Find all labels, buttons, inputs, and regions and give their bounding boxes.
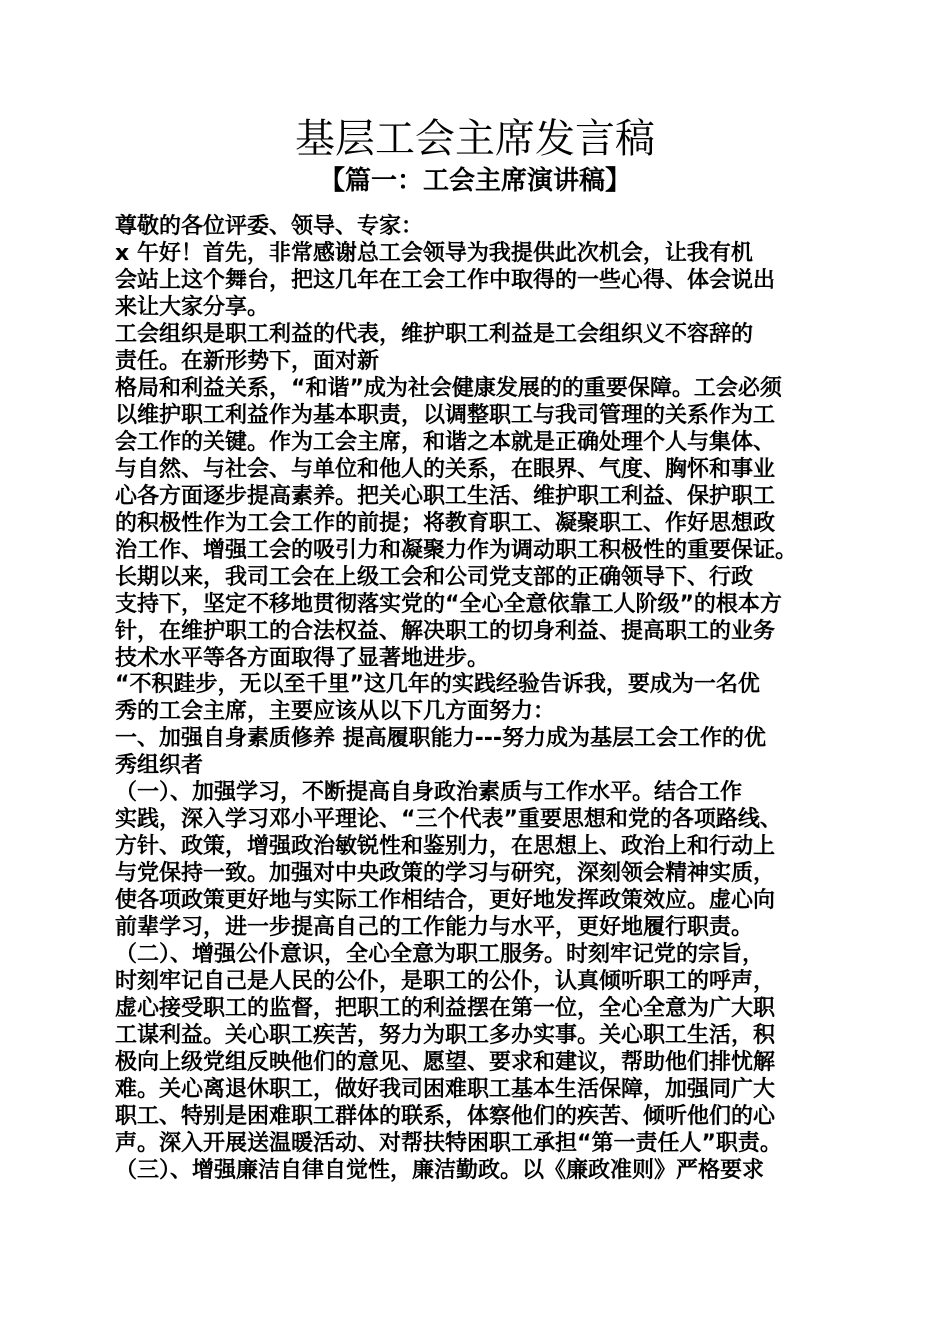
body-line: 治工作、增强工会的吸引力和凝聚力作为调动职工积极性的重要保证。 [115, 537, 798, 563]
body-line: 与党保持一致。加强对中央政策的学习与研究，深刻领会精神实质， [115, 861, 776, 887]
body-line: （一）、加强学习，不断提高自身政治素质与工作水平。结合工作 [115, 780, 743, 806]
body-line: 方针、政策，增强政治敏锐性和鉴别力，在思想上、政治上和行动上 [115, 834, 776, 860]
body-line: 会站上这个舞台，把这几年在工会工作中取得的一些心得、体会说出 [115, 267, 776, 293]
body-line: 以维护职工利益作为基本职责，以调整职工与我司管理的关系作为工 [115, 402, 776, 428]
body-line: 一、加强自身素质修养 提高履职能力---努力成为基层工会工作的优 [115, 726, 767, 752]
body-line: 尊敬的各位评委、领导、专家： [115, 214, 424, 239]
body-line: 心各方面逐步提高素养。把关心职工生活、维护职工利益、保护职工 [115, 483, 776, 509]
body-line: 前辈学习，进一步提高自己的工作能力与水平，更好地履行职责。 [115, 915, 754, 941]
document-body [115, 214, 855, 1185]
body-line: 声。深入开展送温暖活动、对帮扶特困职工承担“第一责任人”职责。 [115, 1130, 782, 1156]
body-line: 长期以来，我司工会在上级工会和公司党支部的正确领导下、行政 [115, 564, 754, 590]
body-line: 与自然、与社会、与单位和他人的关系，在眼界、气度、胸怀和事业 [115, 456, 776, 482]
body-line: 支持下，坚定不移地贯彻落实党的“全心全意依靠工人阶级”的根本方 [115, 591, 782, 617]
body-line: 针，在维护职工的合法权益、解决职工的切身利益、提高职工的业务 [115, 618, 776, 644]
body-line: 的积极性作为工会工作的前提；将教育职工、凝聚职工、作好思想政 [115, 510, 776, 536]
body-line: 会工作的关键。作为工会主席，和谐之本就是正确处理个人与集体、 [115, 429, 776, 455]
body-line: 难。关心离退休职工，做好我司困难职工基本生活保障，加强同广大 [115, 1077, 776, 1102]
body-line: 极向上级党组反映他们的意见、愿望、要求和建议，帮助他们排忧解 [115, 1050, 776, 1076]
body-line: 职工、特别是困难职工群体的联系，体察他们的疾苦、倾听他们的心 [115, 1103, 776, 1129]
body-line: 工会组织是职工利益的代表，维护职工利益是工会组织义不容辞的 [115, 321, 754, 347]
body-line: 工谋利益。关心职工疾苦，努力为职工多办实事。关心职工生活，积 [115, 1023, 776, 1049]
document-subtitle: 【篇一：工会主席演讲稿】 [318, 166, 631, 196]
body-line: （三）、增强廉洁自律自觉性，廉洁勤政。以《廉政准则》严格要求 [115, 1157, 765, 1183]
body-line: “不积跬步，无以至千里”这几年的实践经验告诉我，要成为一名优 [115, 672, 760, 698]
body-line: x 午好！首先，非常感谢总工会领导为我提供此次机会，让我有机 [115, 240, 753, 266]
body-line: 责任。在新形势下，面对新 [115, 348, 380, 374]
body-line: 秀组织者 [115, 753, 204, 779]
body-line: （二）、增强公仆意识，全心全意为职工服务。时刻牢记党的宗旨， [115, 942, 765, 968]
body-line: 来让大家分享。 [115, 294, 270, 320]
body-line: 秀的工会主席，主要应该从以下几方面努力： [115, 699, 556, 725]
body-line: 技术水平等各方面取得了显著地进步。 [115, 645, 490, 671]
body-line: 实践，深入学习邓小平理论、“三个代表”重要思想和党的各项路线、 [115, 807, 782, 833]
body-line: 时刻牢记自己是人民的公仆，是职工的公仆，认真倾听职工的呼声， [115, 969, 776, 995]
body-line: 虚心接受职工的监督，把职工的利益摆在第一位，全心全意为广大职 [115, 996, 776, 1022]
document-title: 基层工会主席发言稿 [295, 116, 655, 162]
body-line: 格局和利益关系，“和谐”成为社会健康发展的的重要保障。工会必须 [115, 375, 782, 401]
body-line: 使各项政策更好地与实际工作相结合，更好地发挥政策效应。虚心向 [115, 888, 776, 914]
